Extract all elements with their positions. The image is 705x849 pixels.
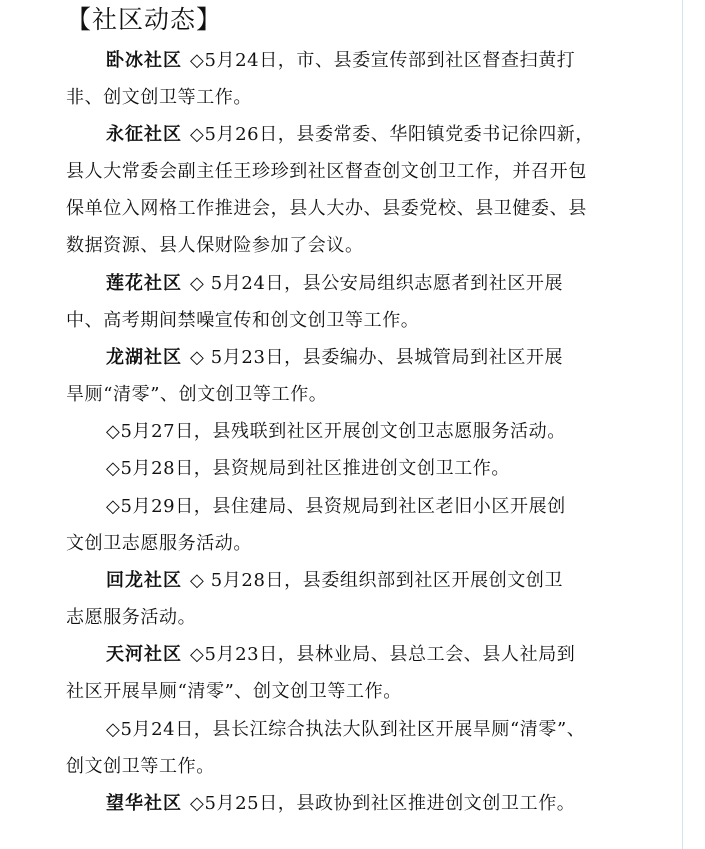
community-name: 望华社区 [106, 793, 182, 814]
item-text: ◇5月26日，县委常委、华阳镇党委书记徐四新， [190, 124, 594, 145]
page-margin-rule [682, 0, 683, 849]
item-text: ◇ 5月23日，县委编办、县城管局到社区开展 [190, 347, 564, 368]
item-text: 中、高考期间禁噪宣传和创文创卫等工作。 [66, 310, 420, 331]
community-name: 卧冰社区 [106, 50, 182, 71]
community-name: 天河社区 [106, 644, 182, 665]
community-name: 龙湖社区 [106, 347, 182, 368]
item-text: ◇ 5月24日，县公安局组织志愿者到社区开展 [190, 273, 564, 294]
item-text: 文创卫志愿服务活动。 [66, 533, 252, 554]
item-text: ◇5月24日，市、县委宣传部到社区督查扫黄打 [190, 50, 576, 71]
community-name: 莲花社区 [106, 273, 182, 294]
community-name: 回龙社区 [106, 570, 182, 591]
item-text: 数据资源、县人保财险参加了会议。 [66, 235, 364, 256]
item-text: 志愿服务活动。 [66, 607, 197, 628]
item-text: ◇5月23日，县林业局、县总工会、县人社局到 [190, 644, 576, 665]
item-text: 社区开展旱厕“清零”、创文创卫等工作。 [66, 681, 402, 702]
item-text: ◇5月28日，县资规局到社区推进创文创卫工作。 [106, 458, 510, 479]
community-name: 永征社区 [106, 124, 182, 145]
item-text: 县人大常委会副主任王珍珍到社区督查创文创卫工作，并召开包 [66, 161, 587, 182]
item-text: 保单位入网格工作推进会，县人大办、县委党校、县卫健委、县 [66, 198, 587, 219]
item-text: 旱厕“清零”、创文创卫等工作。 [66, 384, 328, 405]
item-text: 非、创文创卫等工作。 [66, 87, 252, 108]
item-text: ◇5月27日，县残联到社区开展创文创卫志愿服务活动。 [106, 421, 566, 442]
item-text: ◇5月25日，县政协到社区推进创文创卫工作。 [190, 793, 576, 814]
item-text: ◇ 5月28日，县委组织部到社区开展创文创卫 [190, 570, 564, 591]
item-text: ◇5月29日，县住建局、县资规局到社区老旧小区开展创 [106, 496, 566, 517]
item-text: 创文创卫等工作。 [66, 756, 215, 777]
section-title: 【社区动态】 [66, 5, 223, 34]
item-text: ◇5月24日，县长江综合执法大队到社区开展旱厕“清零”、 [106, 719, 586, 740]
